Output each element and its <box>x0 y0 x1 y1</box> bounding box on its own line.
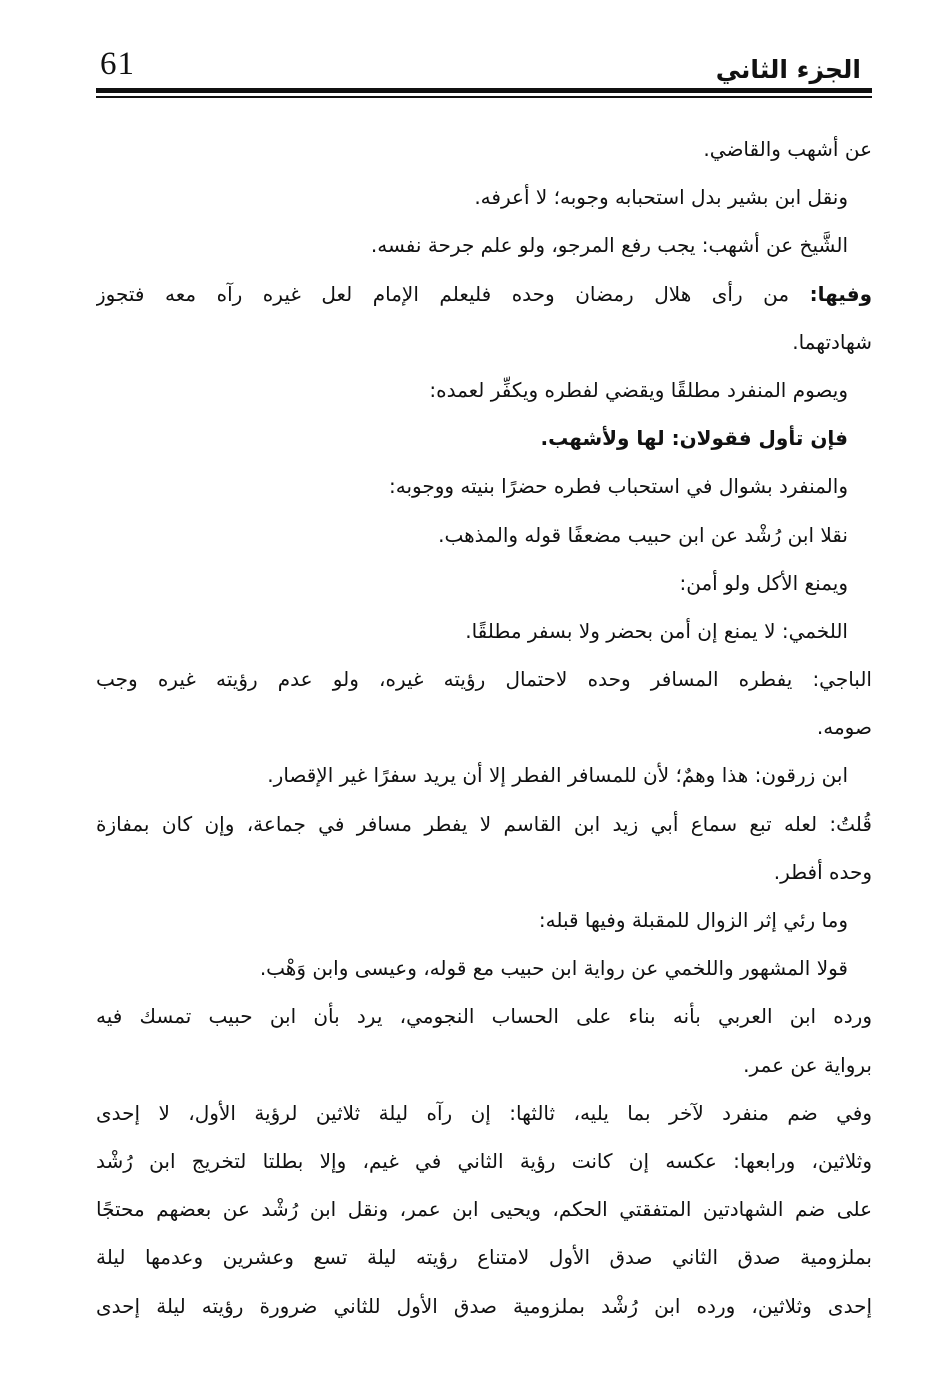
line-lead: وفيها: <box>809 281 872 306</box>
text-line <box>96 1233 872 1281</box>
line-text: اللخمي: لا يمنع إن أمن بحضر ولا بسفر مطلقًا. <box>465 618 848 643</box>
text-line <box>96 270 872 318</box>
text-line <box>96 173 872 221</box>
line-text: ونقل ابن بشير بدل استحبابه وجوبه؛ لا أعرفه. <box>474 185 848 210</box>
text-line <box>96 703 872 751</box>
line-text: فإن تأول فقولان: لها ولأشهب. <box>540 426 848 451</box>
line-text: ورده ابن العربي بأنه بناء على الحساب النجومي، يرد بأن ابن حبيب تمسك فيه <box>96 1004 872 1029</box>
text-line <box>96 414 872 462</box>
running-title: الجزء الثاني <box>715 55 861 84</box>
line-text: ويمنع الأكل ولو أمن: <box>679 570 848 595</box>
line-text: شهادتهما. <box>792 329 872 354</box>
header-rule-thin <box>96 96 872 98</box>
text-line <box>96 221 872 269</box>
line-text: قولا المشهور واللخمي عن رواية ابن حبيب مع قوله، وعيسى وابن وَهْب. <box>259 956 848 981</box>
text-line <box>96 1089 872 1137</box>
text-line <box>96 559 872 607</box>
line-text: قُلتُ: لعله تبع سماع أبي زيد ابن القاسم لا يفطر مسافر في جماعة، وإن كان بمفازة <box>96 811 872 836</box>
text-line <box>96 125 872 173</box>
line-text: الباجي: يفطره المسافر وحده لاحتمال رؤيته غيره، ولو عدم رؤيته غيره وجب <box>96 667 872 692</box>
line-text: والمنفرد بشوال في استحباب فطره حضرًا بنيته ووجوبه: <box>389 474 848 499</box>
text-line <box>96 1282 872 1330</box>
line-text: وفي ضم منفرد لآخر بما يليه، ثالثها: إن رآه ليلة ثلاثين لرؤية الأول، لا إحدى <box>96 1100 872 1125</box>
text-line <box>96 366 872 414</box>
body-text <box>96 125 872 1330</box>
line-text: على ضم الشهادتين المتفقتي الحكم، ويحيى ابن عمر، ونقل ابن رُشْد عن بعضهم محتجًا <box>96 1197 872 1222</box>
line-text: من رأى هلال رمضان وحده فليعلم الإمام لعل غيره رآه معه فتجوز <box>96 281 810 306</box>
text-line <box>96 462 872 510</box>
text-line <box>96 1137 872 1185</box>
line-text: الشَّيخ عن أشهب: يجب رفع المرجو، ولو علم جرحة نفسه. <box>370 233 848 258</box>
line-text: وثلاثين، ورابعها: عكسه إن كانت رؤية الثاني في غيم، وإلا بطلتا لتخريج ابن رُشْد <box>96 1148 872 1173</box>
text-line <box>96 896 872 944</box>
line-text: برواية عن عمر. <box>743 1052 872 1077</box>
line-text: بملزومية صدق الثاني صدق الأول لامتناع رؤيته ليلة تسع وعشرين وعدمها ليلة <box>96 1245 872 1270</box>
header-rule-thick <box>96 88 872 93</box>
line-text: ويصوم المنفرد مطلقًا ويقضي لفطره ويكفِّر لعمده: <box>429 377 848 402</box>
text-line <box>96 992 872 1040</box>
line-text: إحدى وثلاثين، ورده ابن رُشْد بملزومية صدق الأول للثاني ضرورة رؤيته ليلة إحدى <box>96 1293 872 1318</box>
line-text: نقلا ابن رُشْد عن ابن حبيب مضعفًا قوله والمذهب. <box>438 522 848 547</box>
text-line <box>96 800 872 848</box>
page-number: 61 <box>100 46 135 82</box>
text-line <box>96 655 872 703</box>
text-line <box>96 607 872 655</box>
line-text: عن أشهب والقاضي. <box>703 137 872 161</box>
text-line <box>96 751 872 799</box>
text-line <box>96 848 872 896</box>
text-line <box>96 1185 872 1233</box>
line-text: وما رئي إثر الزوال للمقبلة وفيها قبله: <box>538 908 848 932</box>
text-line <box>96 511 872 559</box>
line-text: ابن زرقون: هذا وهمٌ؛ لأن للمسافر الفطر إلا أن يريد سفرًا غير الإقصار. <box>267 763 848 788</box>
line-text: صومه. <box>816 715 872 740</box>
text-line <box>96 944 872 992</box>
text-line <box>96 1041 872 1089</box>
text-line <box>96 318 872 366</box>
line-text: وحده أفطر. <box>773 859 872 884</box>
